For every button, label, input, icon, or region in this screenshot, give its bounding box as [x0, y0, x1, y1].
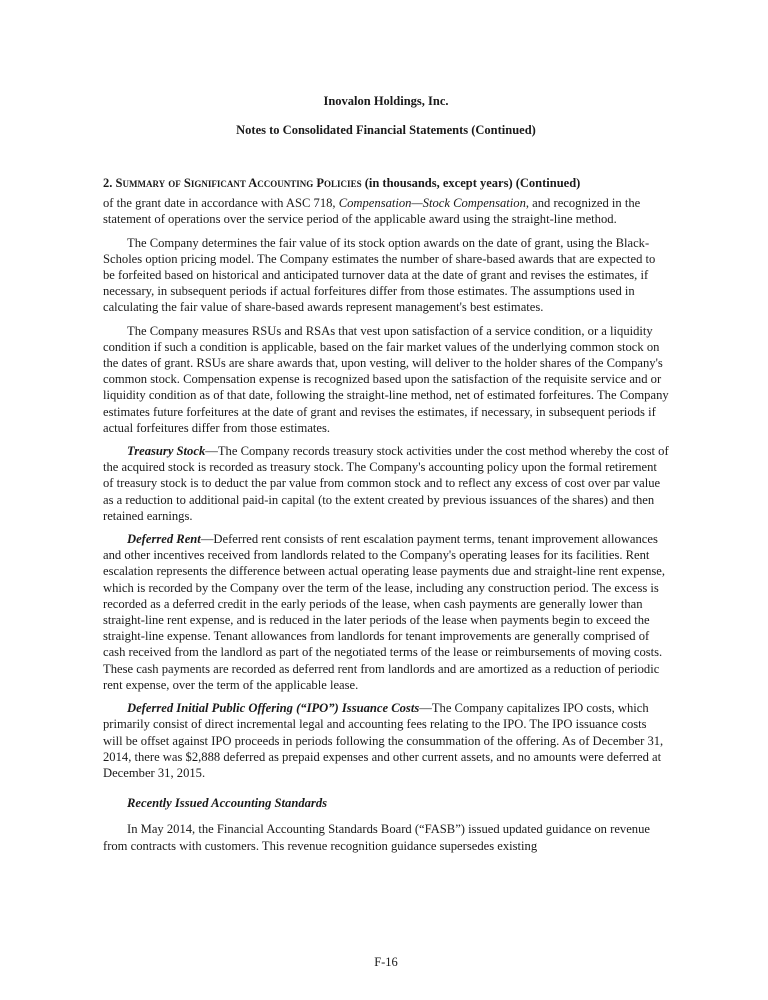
italic-reference: Compensation—Stock Compensation [338, 196, 526, 211]
section-title-suffix: (in thousands, except years) (Continued) [364, 176, 581, 190]
subheading-text: Recently Issued Accounting Standards [127, 796, 328, 811]
paragraph-grant-date [103, 195, 669, 227]
paragraph-stock-option-fair-value: The Company determines the fair value of its stock option awards on the date of grant, using the Black-Scholes option pricing model. The Company estimates the number of share-based awards that are expected to be forfeited based on historical and anticipated turnover data at the date of grant and revises the estimates, if necessary, in subsequent periods if actual forfeitures differ from those estimates. The assumptions used in calculating the fair value of share-based awards represent management's best estimates. [103, 235, 656, 315]
recent-standards-heading [103, 795, 669, 811]
text-run: —Deferred rent consists of rent escalation payment terms, tenant improvement allowances and other incentives received from landlords related to the Company's operating leases for its facilities. Rent escalation represents the difference between actual operating lease payments due and straight-line rent expense, which is recorded by the Company over the term of the lease, including any construction period. The excess is recorded as a deferred credit in the early periods of the lease, when cash payments are generally lower than straight-line rent expense, and is reduced in the later periods of the lease when payments begin to exceed the straight-line expense. Tenant allowances from landlords for tenant improvements are generally comprised of cash received from the landlord as part of the negotiated terms of the lease or reimbursements of moving costs. These cash payments are recorded as deferred rent from landlords and are amortized as a reduction of periodic rent expense, over the term of the applicable lease. [103, 532, 666, 692]
deferred-rent-heading: Deferred Rent [127, 532, 201, 547]
paragraph-revenue-guidance: In May 2014, the Financial Accounting Standards Board (“FASB”) issued updated guidance on revenue from contracts with customers. This revenue recognition guidance supersedes existing [103, 822, 650, 853]
paragraph-rsu-rsa: The Company measures RSUs and RSAs that vest upon satisfaction of a service condition, or a liquidity condition if such a condition is applicable, based on the fair market values of the underlying common stock on the dates of grant. RSUs are share awards that, upon vesting, will deliver to the holder shares of the Company's common stock. Compensation expense is recognized based upon the satisfaction of the requisite service and or liquidity condition as of that date, following the straight-line method, net of estimated forfeitures. The Company estimates future forfeitures at the date of grant and revises the estimates, if necessary, in subsequent periods if actual forfeitures differ from those estimates. [103, 323, 669, 435]
paragraph-deferred-rent [103, 531, 669, 693]
text-run: —The Company records treasury stock activities under the cost method whereby the cost of the acquired stock is recorded as treasury stock. The Company's accounting policy upon the formal retirement of treasury stock is to deduct the par value from common stock and to reflect any excess of cost over par value as a reduction to additional paid-in capital (to the extent created by previous issuances of the shares) and then retained earnings. [103, 444, 669, 523]
document-body [103, 175, 669, 861]
text-run: of the grant date in accordance with ASC 718, [103, 196, 339, 211]
section-number: 2. [103, 176, 113, 190]
ipo-costs-heading: Deferred Initial Public Offering (“IPO”) Issuance Costs [127, 701, 420, 716]
paragraph-treasury-stock [103, 443, 669, 524]
text-run: , and recognized in the statement of operations over the service period of the applicable award using the straight-line method. [103, 196, 641, 227]
page-number: F-16 [374, 955, 398, 969]
paragraph-ipo-costs [103, 700, 669, 781]
page-subtitle: Notes to Consolidated Financial Statements (Continued) [236, 123, 536, 137]
section-heading [103, 175, 669, 191]
section-title: Summary of Significant Accounting Policies [115, 176, 362, 190]
treasury-stock-heading: Treasury Stock [127, 444, 206, 459]
text-run: —The Company capitalizes IPO costs, which primarily consist of direct incremental legal and accounting fees relating to the IPO. The IPO issuance costs will be offset against IPO proceeds in periods following the consummation of the offering. As of December 31, 2014, there was $2,888 deferred as prepaid expenses and other current assets, and no amounts were deferred at December 31, 2015. [103, 701, 664, 780]
company-name: Inovalon Holdings, Inc. [323, 94, 449, 108]
